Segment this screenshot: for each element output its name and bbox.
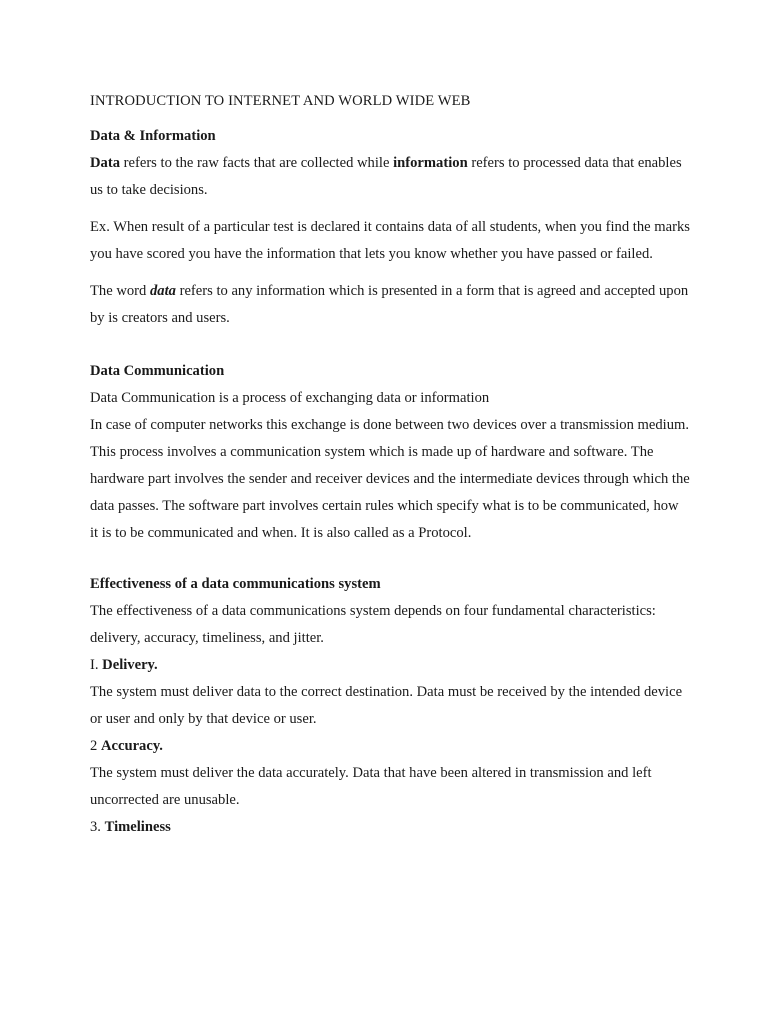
paragraph-communication-system: This process involves a communication system which is made up of hardware and software. The hardware part involves the sender and receiver devices and the intermediate devices through which the data passes. The software part involves certain rules which specify what is to be communicated, how it is to be communicated and when. It is also called as a Protocol. <box>90 444 690 541</box>
list-item-heading <box>90 652 690 679</box>
paragraph-computer-networks: In case of computer networks this exchange is done between two devices over a transmission medium. <box>90 417 689 433</box>
section-heading-data-information: Data & Information <box>90 128 216 144</box>
list-item-label: Accuracy. <box>100 738 163 754</box>
list-item-heading <box>90 814 690 841</box>
text-span: The word <box>90 283 150 299</box>
section-data-communication <box>90 358 690 547</box>
paragraph-effectiveness-intro: The effectiveness of a data communications system depends on four fundamental characteristics: delivery, accuracy, timeliness, and jitter. <box>90 603 656 646</box>
text-span: refers to any information which is presented in a form that is agreed and accepted upon by is creators and users. <box>90 283 689 326</box>
list-item-number: 3. <box>90 819 105 835</box>
paragraph-word-data <box>90 278 690 332</box>
paragraph-example: Ex. When result of a particular test is declared it contains data of all students, when you find the marks you have scored you have the information that lets you know whether you have passed or failed. <box>90 219 690 262</box>
list-item-number: I. <box>90 657 103 673</box>
document-page <box>90 88 690 841</box>
term-information: information <box>393 155 468 171</box>
term-data: Data <box>90 155 120 171</box>
term-data-emphasis: data <box>149 283 176 299</box>
list-item-label: Timeliness <box>104 819 171 835</box>
paragraph-communication-definition: Data Communication is a process of exchanging data or information <box>90 390 490 406</box>
section-heading-effectiveness: Effectiveness of a data communications system <box>90 576 381 592</box>
text-span: refers to processed data that enables us to take decisions. <box>90 155 682 198</box>
text-span: refers to the raw facts that are collected while <box>120 155 394 171</box>
paragraph-data-definition <box>90 150 690 204</box>
list-item-text: The system must deliver the data accurately. Data that have been altered in transmission and left uncorrected are unusable. <box>90 765 652 808</box>
document-title: INTRODUCTION TO INTERNET AND WORLD WIDE WEB <box>90 93 471 109</box>
list-item-label: Delivery. <box>102 657 158 673</box>
list-item-text: The system must deliver data to the correct destination. Data must be received by the intended device or user and only by that device or user. <box>90 684 683 727</box>
section-effectiveness <box>90 571 690 841</box>
section-heading-data-communication: Data Communication <box>90 363 225 379</box>
list-item-number: 2 <box>90 738 101 754</box>
list-item-heading <box>90 733 690 760</box>
section-data-information <box>90 123 690 332</box>
